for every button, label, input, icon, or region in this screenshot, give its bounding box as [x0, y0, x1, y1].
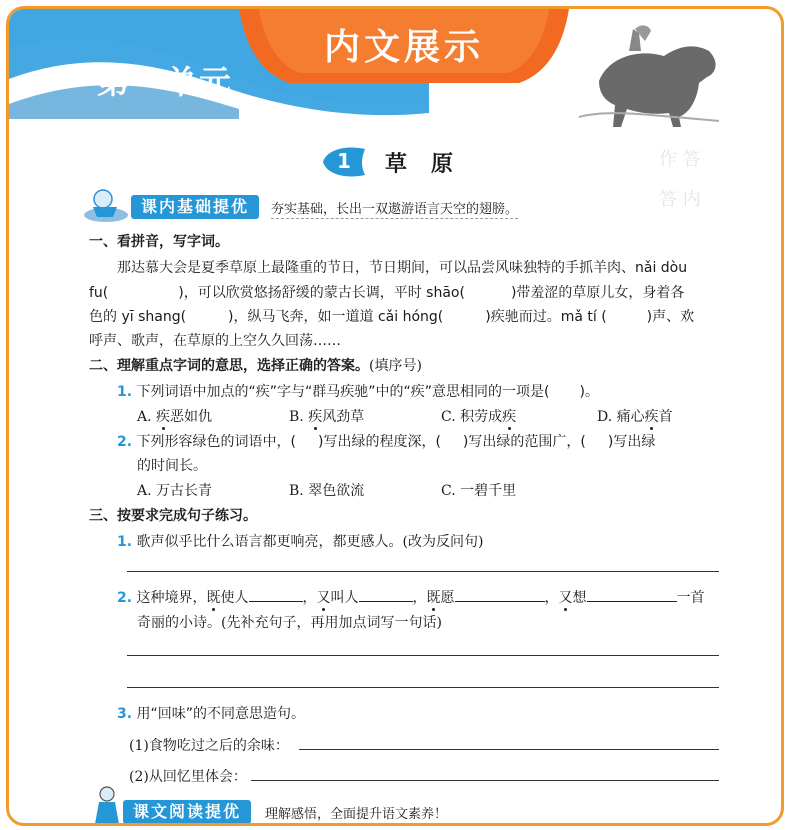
option[interactable]: C. 一碧千里	[441, 483, 517, 499]
tab-title: 内文展示	[323, 27, 484, 68]
option[interactable]: A. 疾恶如仇	[137, 409, 213, 425]
q2-s2-cont: 的时间长。	[137, 458, 207, 474]
q3-heading: 三、按要求完成句子练习。	[89, 508, 257, 524]
answer-line-q3-3a[interactable]	[299, 749, 719, 750]
blank-q3-2b[interactable]	[359, 587, 413, 602]
mascot-icon	[81, 187, 131, 225]
q3-s1: 1. 歌声似乎比什么语言都更响亮，都更感人。(改为反问句)	[117, 534, 484, 550]
horse-illustration	[569, 21, 729, 131]
q3-s3-b: (2)从回忆里体会：	[129, 769, 247, 785]
option[interactable]: C. 积劳成疾	[441, 409, 517, 425]
blank-q3-2a[interactable]	[249, 587, 303, 602]
q1-line4: 呼声、歌声，在草原的上空久久回荡……	[89, 333, 341, 349]
blank-q3-2c[interactable]	[455, 587, 545, 602]
answer-line-q3-2a[interactable]	[127, 655, 719, 656]
option[interactable]: D. 痛心疾首	[597, 409, 673, 425]
section-basic	[89, 193, 649, 223]
q2-s1: 1. 下列词语中加点的“疾”字与“群马疾驰”中的“疾”意思相同的一项是( )。	[117, 384, 599, 400]
lesson-number-badge	[319, 145, 369, 179]
section-basic-tip: 夯实基础，长出一双遨游语言天空的翅膀。	[271, 198, 518, 219]
q2-heading: 二、理解重点字词的意思，选择正确的答案。(填序号)	[89, 358, 422, 374]
answer-line-q3-3b[interactable]	[251, 780, 719, 781]
unit-title: 第一单元	[97, 63, 234, 101]
q3-s2: 2. 这种境界，既使人 ，又叫人 ，既愿 ，又想 一首	[117, 587, 705, 607]
answer-line-q3-1[interactable]	[127, 571, 719, 572]
lesson-number: 1	[337, 149, 351, 173]
q3-s3-a: (1)食物吃过之后的余味：	[129, 738, 289, 754]
option[interactable]: B. 疾风劲草	[289, 409, 365, 425]
option[interactable]: B. 翠色欲流	[289, 483, 365, 499]
q3-s3: 3. 用“回味”的不同意思造句。	[117, 706, 306, 722]
faint-text-1: 作 答	[659, 149, 701, 170]
blank-q3-2d[interactable]	[587, 587, 677, 602]
q2-s2: 2. 下列形容绿色的词语中，( )写出绿的程度深，( )写出绿的范围广，( )写出绿	[117, 434, 656, 450]
option[interactable]: A. 万古长青	[137, 483, 213, 499]
page-frame	[6, 6, 784, 826]
section-reading-title: 课文阅读提优	[123, 800, 251, 824]
lesson-title: 草原	[385, 152, 478, 177]
q3-s2-cont: 奇丽的小诗。(先补充句子，再用加点词写一句话)	[137, 615, 442, 631]
section-reading	[89, 798, 549, 826]
q1-heading: 一、看拼音，写字词。	[89, 234, 229, 250]
section-basic-title: 课内基础提优	[131, 195, 259, 219]
mascot-icon	[87, 784, 127, 826]
section-reading-tip: 理解感悟，全面提升语文素养！	[265, 803, 447, 824]
q1-line3: 色的 yī shang( )，纵马飞奔，如一道道 cǎi hóng( )疾驰而过。mǎ tí ( )声、欢	[89, 309, 695, 325]
q1-line2: fu( )，可以欣赏悠扬舒缓的蒙古长调，平时 shāo( )带羞涩的草原儿女，身着各	[89, 285, 685, 301]
q1-line1: 那达慕大会是夏季草原上最隆重的节日，节日期间，可以品尝风味独特的手抓羊肉、nǎi dòu	[117, 260, 688, 276]
answer-line-q3-2b[interactable]	[127, 687, 719, 688]
faint-text-2: 答 内	[659, 189, 701, 210]
